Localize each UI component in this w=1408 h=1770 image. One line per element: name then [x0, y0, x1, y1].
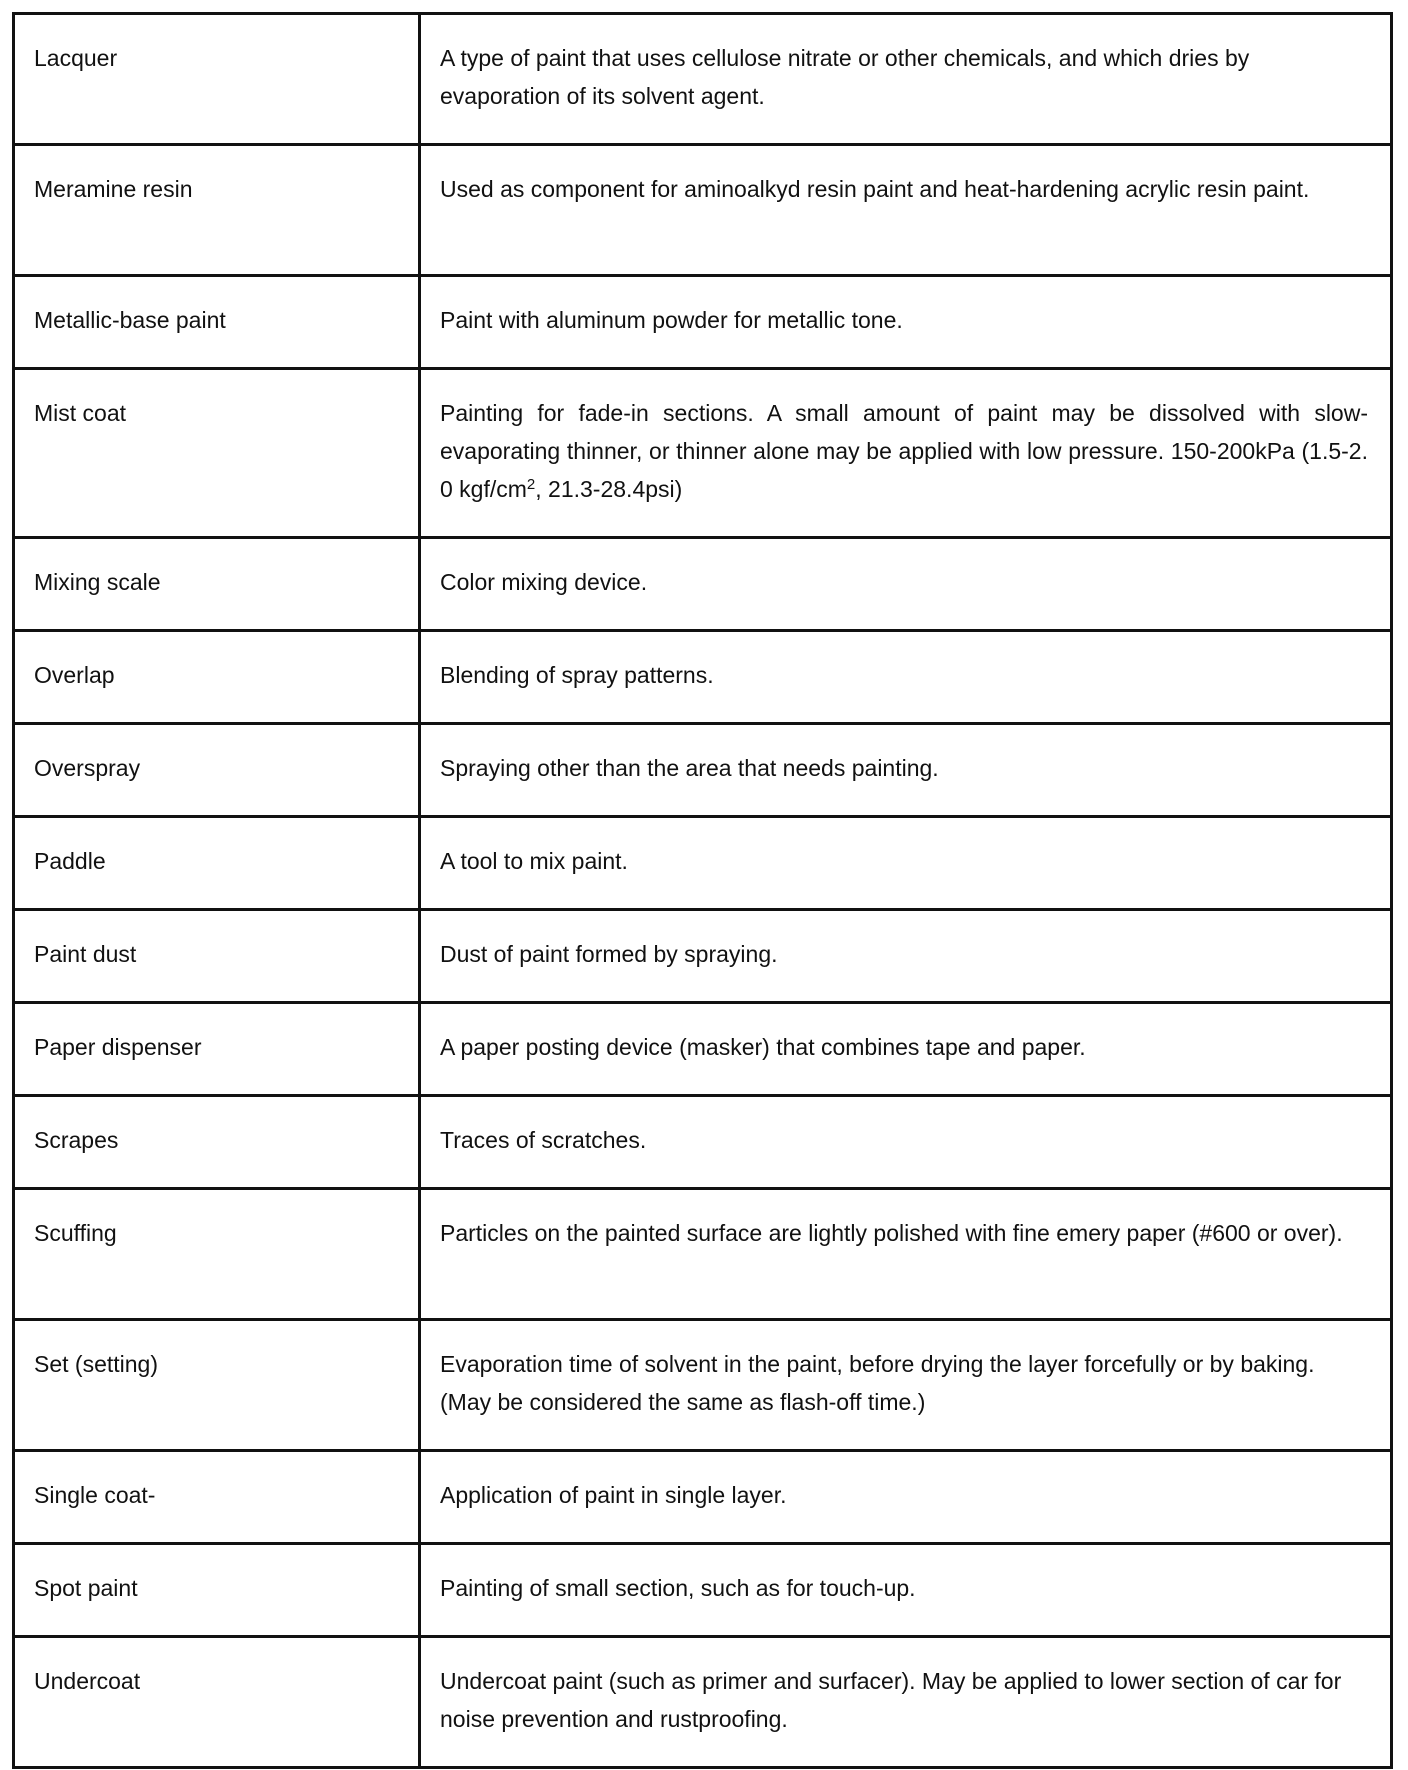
definition-cell: A paper posting device (masker) that combines tape and paper.	[420, 1003, 1392, 1096]
term-cell: Overspray	[14, 724, 420, 817]
definition-cell: Color mixing device.	[420, 538, 1392, 631]
definition-cell: Used as component for aminoalkyd resin paint and heat-hardening acrylic resin paint.	[420, 145, 1392, 276]
term-cell: Mist coat	[14, 369, 420, 538]
term-cell: Meramine resin	[14, 145, 420, 276]
table-row	[14, 14, 1392, 145]
term-cell: Lacquer	[14, 14, 420, 145]
definition-cell: Application of paint in single layer.	[420, 1451, 1392, 1544]
glossary-body	[14, 14, 1392, 1768]
table-row	[14, 1544, 1392, 1637]
definition-cell: A type of paint that uses cellulose nitrate or other chemicals, and which dries by evaporation of its solvent agent.	[420, 14, 1392, 145]
definition-cell: Painting of small section, such as for touch-up.	[420, 1544, 1392, 1637]
term-cell: Metallic-base paint	[14, 276, 420, 369]
definition-cell: Particles on the painted surface are lightly polished with fine emery paper (#600 or over).	[420, 1189, 1392, 1320]
table-row	[14, 1451, 1392, 1544]
table-row	[14, 538, 1392, 631]
table-row	[14, 369, 1392, 538]
table-row	[14, 1189, 1392, 1320]
definition-cell: Paint with aluminum powder for metallic tone.	[420, 276, 1392, 369]
definition-cell: Undercoat paint (such as primer and surfacer). May be applied to lower section of car for noise prevention and rustproofing.	[420, 1637, 1392, 1768]
term-cell: Undercoat	[14, 1637, 420, 1768]
table-row	[14, 1096, 1392, 1189]
definition-text: , 21.3-28.4psi)	[535, 476, 683, 502]
term-cell: Paint dust	[14, 910, 420, 1003]
table-row	[14, 145, 1392, 276]
definition-cell: A tool to mix paint.	[420, 817, 1392, 910]
definition-cell	[420, 369, 1392, 538]
table-row	[14, 724, 1392, 817]
term-cell: Paper dispenser	[14, 1003, 420, 1096]
table-row	[14, 910, 1392, 1003]
table-row	[14, 1320, 1392, 1451]
term-cell: Single coat-	[14, 1451, 420, 1544]
definition-cell: Dust of paint formed by spraying.	[420, 910, 1392, 1003]
term-cell: Paddle	[14, 817, 420, 910]
term-cell: Overlap	[14, 631, 420, 724]
definition-cell: Blending of spray patterns.	[420, 631, 1392, 724]
glossary-table	[12, 12, 1393, 1769]
term-cell: Spot paint	[14, 1544, 420, 1637]
term-cell: Mixing scale	[14, 538, 420, 631]
definition-cell: Traces of scratches.	[420, 1096, 1392, 1189]
definition-text: Painting for fade-in sections. A small amount of paint may be dissolved with slow-evaporating thinner, or thinner alone may be applied with low pressure. 150-200kPa (1.5-2. 0 kgf/cm	[440, 400, 1368, 502]
table-row	[14, 276, 1392, 369]
superscript: 2	[526, 476, 536, 493]
table-row	[14, 817, 1392, 910]
definition-cell: Evaporation time of solvent in the paint, before drying the layer forcefully or by baking. (May be considered the same as flash-off time.)	[420, 1320, 1392, 1451]
table-row	[14, 1003, 1392, 1096]
term-cell: Scrapes	[14, 1096, 420, 1189]
table-row	[14, 1637, 1392, 1768]
definition-cell: Spraying other than the area that needs painting.	[420, 724, 1392, 817]
term-cell: Scuffing	[14, 1189, 420, 1320]
table-row	[14, 631, 1392, 724]
term-cell: Set (setting)	[14, 1320, 420, 1451]
